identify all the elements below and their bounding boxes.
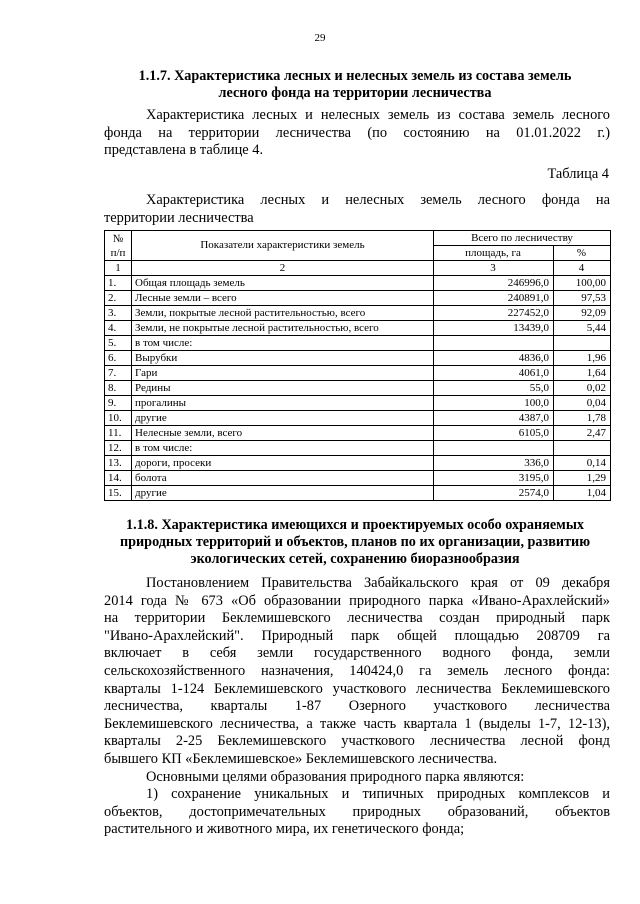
- row-area-cell: 4836,0: [434, 351, 554, 366]
- row-area-cell: 336,0: [434, 456, 554, 471]
- row-percent-cell: 92,09: [554, 306, 611, 321]
- table-row: [105, 336, 611, 351]
- row-percent-cell: 97,53: [554, 291, 611, 306]
- row-percent-cell: 1,04: [554, 486, 611, 501]
- paragraph-line: 2014 года № 673 «Об образовании природного парка «Ивано-Арахлейский»: [104, 592, 610, 609]
- table-row: [105, 396, 611, 411]
- row-num-cell: 8.: [105, 381, 132, 396]
- row-num-cell: 10.: [105, 411, 132, 426]
- row-num-cell: 3.: [105, 306, 132, 321]
- land-characteristics-table: [104, 230, 611, 501]
- paragraph-line: на территории Беклемишевского лесничества создан природный парк: [104, 610, 610, 627]
- table-row: [105, 471, 611, 486]
- row-num-cell: 2.: [105, 291, 132, 306]
- col-number: 3: [434, 261, 554, 276]
- row-area-cell: 100,0: [434, 396, 554, 411]
- paragraph-line: Характеристика лесных и нелесных земель из состава земель лесного: [146, 107, 610, 123]
- paragraph-line: Основными целями образования природного парка являются:: [146, 768, 525, 785]
- section-2-title-line2: природных территорий и объектов, планов по их организации, развитию: [119, 534, 591, 550]
- paragraph-line: 1) сохранение уникальных и типичных природных комплексов и: [146, 786, 610, 803]
- row-name-cell: Земли, покрытые лесной растительностью, всего: [132, 306, 434, 321]
- row-name-cell: Земли, не покрытые лесной растительностью, всего: [132, 321, 434, 336]
- row-area-cell: 3195,0: [434, 471, 554, 486]
- section-1-title: [100, 68, 610, 102]
- row-area-cell: 55,0: [434, 381, 554, 396]
- table-row: [105, 351, 611, 366]
- table-caption: [104, 192, 610, 227]
- section-2-paragraph-1: [104, 575, 610, 839]
- paragraph-line: бывшего КП «Беклемишевское» Беклемишевского лесничества.: [104, 750, 498, 767]
- section-1-paragraph: [104, 107, 610, 160]
- table-label: Таблица 4: [547, 166, 609, 182]
- row-percent-cell: 5,44: [554, 321, 611, 336]
- row-percent-cell: 0,14: [554, 456, 611, 471]
- caption-line: территории лесничества: [104, 209, 254, 226]
- table-row: [105, 276, 611, 291]
- row-area-cell: 227452,0: [434, 306, 554, 321]
- row-name-cell: Редины: [132, 381, 434, 396]
- row-area-cell: 6105,0: [434, 426, 554, 441]
- header-percent: %: [554, 246, 611, 261]
- paragraph-line: Постановлением Правительства Забайкальского края от 09 декабря: [146, 575, 610, 591]
- row-name-cell: Гари: [132, 366, 434, 381]
- row-percent-cell: 100,00: [554, 276, 611, 291]
- paragraph-line: Беклемишевского лесничества, а также часть квартала 1 (выделы 1-7, 12-13),: [104, 715, 610, 732]
- row-area-cell: 13439,0: [434, 321, 554, 336]
- paragraph-line: "Ивано-Арахлейский". Природный парк общей площадью 208709 га: [104, 627, 610, 644]
- row-name-cell: другие: [132, 411, 434, 426]
- row-percent-cell: [554, 441, 611, 456]
- paragraph-line: сельскохозяйственного назначения, 140424,0 га земель лесного фонда:: [104, 662, 610, 679]
- section-2-title-line3: экологических сетей, сохранению биоразнообразия: [190, 551, 520, 567]
- row-num-cell: 13.: [105, 456, 132, 471]
- row-num-cell: 14.: [105, 471, 132, 486]
- paragraph-line: фонда на территории лесничества (по состоянию на 01.01.2022 г.): [104, 124, 610, 141]
- row-area-cell: 4387,0: [434, 411, 554, 426]
- row-name-cell: Вырубки: [132, 351, 434, 366]
- row-name-cell: в том числе:: [132, 336, 434, 351]
- row-name-cell: Нелесные земли, всего: [132, 426, 434, 441]
- row-area-cell: 240891,0: [434, 291, 554, 306]
- row-area-cell: 4061,0: [434, 366, 554, 381]
- paragraph-line: включает в себя земли государственного водного фонда, земли: [104, 645, 610, 662]
- col-number: 1: [105, 261, 132, 276]
- table-row: [105, 321, 611, 336]
- row-num-cell: 7.: [105, 366, 132, 381]
- section-1-title-line1: 1.1.7. Характеристика лесных и нелесных земель из состава земель: [138, 68, 572, 84]
- table-row: [105, 456, 611, 471]
- header-total: Всего по лесничеству: [434, 231, 611, 246]
- row-num-cell: 15.: [105, 486, 132, 501]
- row-num-cell: 4.: [105, 321, 132, 336]
- row-num-cell: 1.: [105, 276, 132, 291]
- row-num-cell: 6.: [105, 351, 132, 366]
- table-row: [105, 306, 611, 321]
- paragraph-line: кварталы 2-25 Беклемишевского участкового лесничества лесной фонд: [104, 733, 610, 750]
- header-area: площадь, га: [434, 246, 554, 261]
- row-percent-cell: 2,47: [554, 426, 611, 441]
- row-area-cell: [434, 336, 554, 351]
- row-name-cell: прогалины: [132, 396, 434, 411]
- section-2-title-line1: 1.1.8. Характеристика имеющихся и проектируемых особо охраняемых: [125, 517, 585, 533]
- paragraph-line: растительного и животного мира, их генетического фонда;: [104, 821, 465, 838]
- table-row: [105, 291, 611, 306]
- row-name-cell: Общая площадь земель: [132, 276, 434, 291]
- paragraph-line: кварталы 1-124 Беклемишевского участкового лесничества Беклемишевского: [104, 680, 610, 697]
- row-num-cell: 9.: [105, 396, 132, 411]
- row-area-cell: 246996,0: [434, 276, 554, 291]
- paragraph-line: лесничества, кварталы 1-87 Озерного участкового лесничества: [104, 698, 610, 715]
- row-area-cell: 2574,0: [434, 486, 554, 501]
- row-percent-cell: 0,02: [554, 381, 611, 396]
- row-area-cell: [434, 441, 554, 456]
- row-percent-cell: 1,29: [554, 471, 611, 486]
- row-percent-cell: 1,96: [554, 351, 611, 366]
- row-percent-cell: 0,04: [554, 396, 611, 411]
- page-number: 29: [314, 32, 326, 44]
- table-row: [105, 441, 611, 456]
- table-row: [105, 411, 611, 426]
- row-percent-cell: [554, 336, 611, 351]
- row-name-cell: Лесные земли – всего: [132, 291, 434, 306]
- row-name-cell: другие: [132, 486, 434, 501]
- row-percent-cell: 1,78: [554, 411, 611, 426]
- col-number: 2: [132, 261, 434, 276]
- header-num: № п/п: [105, 231, 132, 261]
- header-indicator: Показатели характеристики земель: [132, 231, 434, 261]
- row-name-cell: болота: [132, 471, 434, 486]
- table-row: [105, 366, 611, 381]
- table-row: [105, 381, 611, 396]
- table-row: [105, 426, 611, 441]
- paragraph-line: объектов, достопримечательных природных образований, объектов: [104, 803, 610, 820]
- row-num-cell: 12.: [105, 441, 132, 456]
- section-2-title: [100, 517, 610, 568]
- row-num-cell: 11.: [105, 426, 132, 441]
- paragraph-line: представлена в таблице 4.: [104, 142, 264, 159]
- row-num-cell: 5.: [105, 336, 132, 351]
- row-name-cell: в том числе:: [132, 441, 434, 456]
- col-number: 4: [554, 261, 611, 276]
- row-percent-cell: 1,64: [554, 366, 611, 381]
- section-1-title-line2: лесного фонда на территории лесничества: [218, 85, 492, 101]
- table-row: [105, 486, 611, 501]
- row-name-cell: дороги, просеки: [132, 456, 434, 471]
- caption-line: Характеристика лесных и нелесных земель лесного фонда на: [146, 192, 610, 208]
